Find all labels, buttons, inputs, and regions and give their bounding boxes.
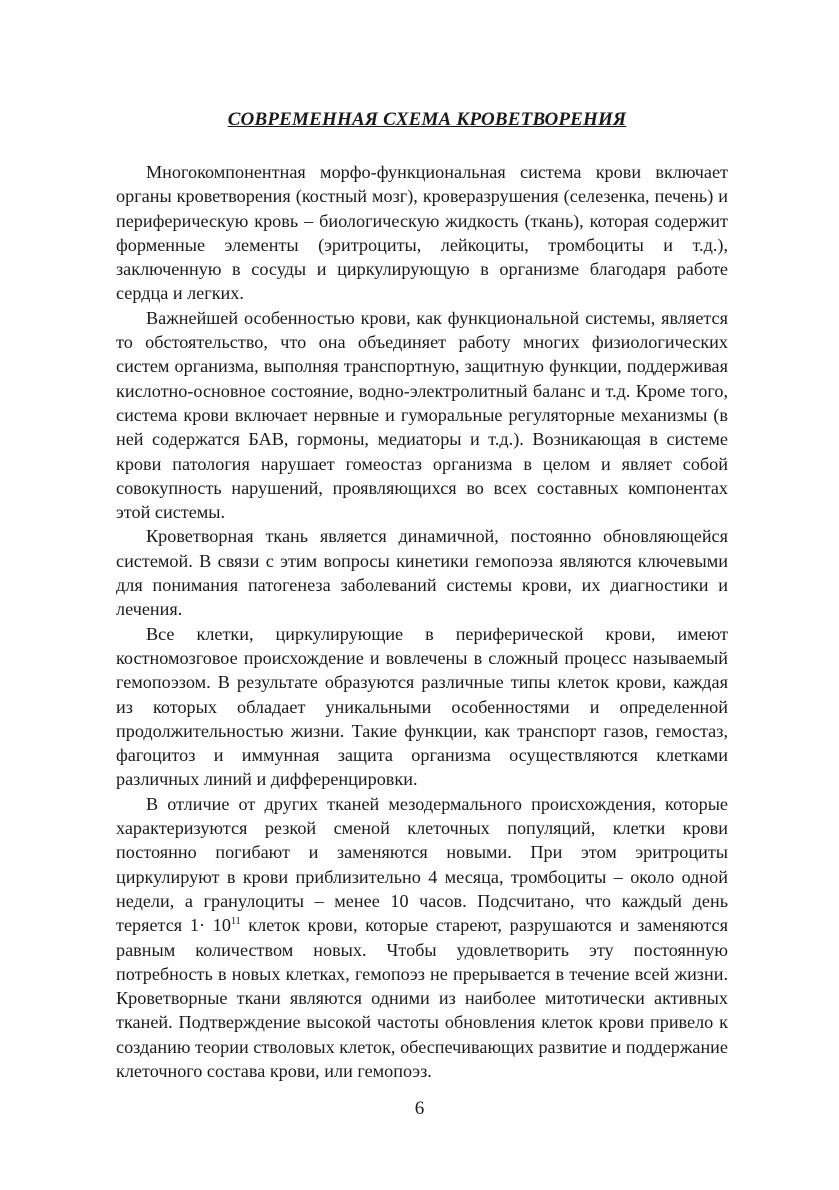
page-title: СОВРЕМЕННАЯ СХЕМА КРОВЕТВОРЕНИЯ	[227, 109, 627, 130]
page-number: 6	[414, 1098, 425, 1119]
paragraph-2: Важнейшей особенностью крови, как функциональной системы, является то обстоятельство, что она объединяет работу многих физиологических систем организма, выполняя транспортную, защитную функции, поддерживая кислотно-основное состояние, водно-электролитный баланс и т.д. Кроме того, система крови включает нервные и гуморальные регуляторные механизмы (в ней содержатся БАВ, гормоны, медиаторы и т.д.). Возникающая в системе крови патология нарушает гомеостаз организма в целом и являет собой совокупность нарушений, проявляющихся во всех составных компонентах этой системы.	[116, 307, 728, 523]
exponent: 11	[230, 916, 241, 928]
paragraph-4: Все клетки, циркулирующие в периферической крови, имеют костномозговое происхождение и вовлечены в сложный процесс называемый гемопоэзом. В результате образуются различные типы клеток крови, каждая из которых обладает уникальными особенностями и определенной продолжительностью жизни. Такие функции, как транспорт газов, гемостаз, фагоцитоз и иммунная защита организма осуществляются клетками различных линий и дифференцировки.	[116, 623, 728, 790]
paragraph-5	[116, 792, 728, 1084]
paragraph-1: Многокомпонентная морфо-функциональная система крови включает органы кроветворения (костный мозг), кроверазрушения (селезенка, печень) и периферическую кровь – биологическую жидкость (ткань), которая содержит форменные элементы (эритроциты, лейкоциты, тромбоциты и т.д.), заключенную в сосуды и циркулирующую в организме благодаря работе сердца и легких.	[116, 162, 728, 304]
paragraph-5-text-before: В отличие от других тканей мезодермального происхождения, которые характеризуются резкой сменой клеточных популяций, клетки крови постоянно погибают и заменяются новыми. При этом эритроциты циркулируют в крови приблизительно 4 месяца, тромбоциты – около одной недели, а гранулоциты – менее 10 часов. Подсчитано, что каждый день теряется 1· 10	[116, 793, 728, 936]
paragraph-5-text-after: клеток крови, которые стареют, разрушаются и заменяются равным количеством новых. Чтобы удовлетворить эту постоянную потребность в новых клетках, гемопоэз не прерывается в течение всей жизни. Кроветворные ткани являются одними из наиболее митотически активных тканей. Подтверждение высокой частоты обновления клеток крови привело к созданию теории стволовых клеток, обеспечивающих развитие и поддержание клеточного состава крови, или гемопоэз.	[116, 915, 728, 1081]
document-page	[116, 108, 728, 1083]
paragraph-3: Кроветворная ткань является динамичной, постоянно обновляющейся системой. В связи с этим вопросы кинетики гемопоэза являются ключевыми для понимания патогенеза заболеваний системы крови, их диагностики и лечения.	[116, 526, 728, 620]
